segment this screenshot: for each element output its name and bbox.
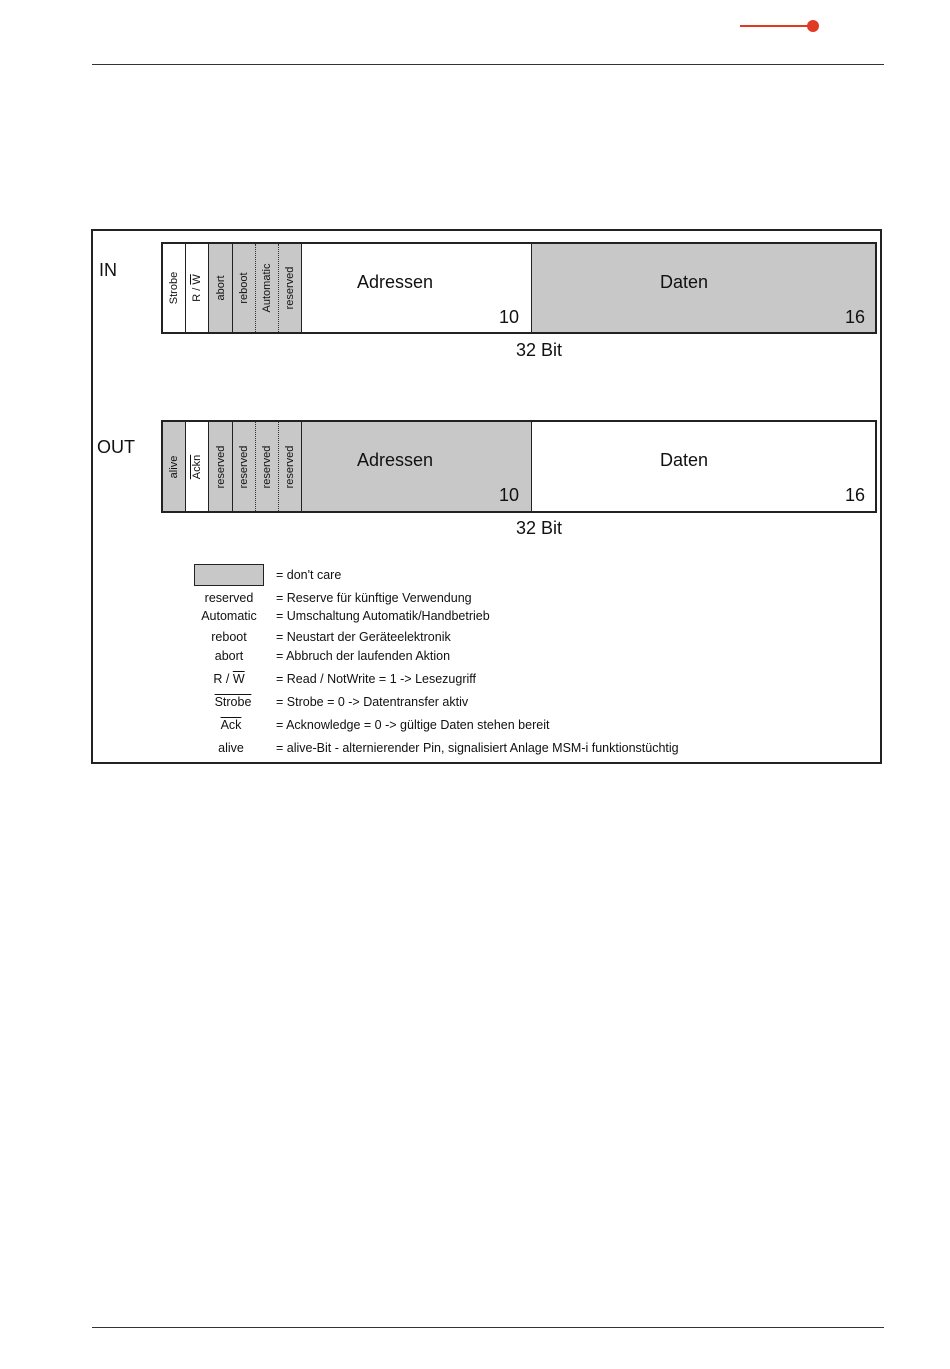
in-data-label: Daten xyxy=(660,272,709,292)
in-bit-rw-label: R / $\overline{W}$ xyxy=(191,274,203,302)
in-bit-reserved-label: reserved xyxy=(284,266,296,310)
in-bit-automatic-label: Automatic xyxy=(261,263,273,313)
legend-desc-dont-care: = don't care xyxy=(276,568,342,582)
in-bit-reserved xyxy=(279,244,302,332)
in-address-width: 10 xyxy=(498,307,519,327)
in-bit-rw xyxy=(186,244,209,332)
legend-desc-rw: = Read / NotWrite = 1 -> Lesezugriff xyxy=(276,672,476,686)
out-bit-reserved-4 xyxy=(279,422,302,511)
in-bit-abort-label: abort xyxy=(214,275,227,301)
in-address-label: Adressen xyxy=(357,272,434,292)
out-bit-ackn-label: Ackn xyxy=(191,454,203,479)
legend-term-ack: $\overline{Ack}$ xyxy=(220,718,242,732)
in-register xyxy=(161,242,877,334)
legend-term-alive: alive xyxy=(218,741,244,755)
out-address-label: Adressen xyxy=(357,450,434,470)
out-bit-reserved-2 xyxy=(233,422,256,511)
out-bit-reserved-3 xyxy=(256,422,279,511)
header-logo-dot xyxy=(807,20,819,32)
out-bit-reserved-3-label: reserved xyxy=(261,445,273,488)
out-bit-reserved-2-label: reserved xyxy=(238,445,250,488)
out-data-width: 16 xyxy=(844,485,865,505)
in-total-bits: 32 Bit xyxy=(516,340,563,360)
legend-desc-reserved: = Reserve für künftige Verwendung xyxy=(276,591,472,605)
legend-desc-abort: = Abbruch der laufenden Aktion xyxy=(276,649,451,663)
out-bit-alive xyxy=(163,422,186,511)
out-address-field xyxy=(302,422,532,511)
out-register xyxy=(161,420,877,513)
legend-term-strobe: Strobe xyxy=(214,695,252,709)
legend-dont-care-swatch xyxy=(194,564,264,586)
in-label: IN xyxy=(99,260,117,280)
out-label: OUT xyxy=(97,437,135,457)
legend-desc-reboot: = Neustart der Geräteelektronik xyxy=(276,630,451,644)
out-total-bits: 32 Bit xyxy=(516,518,563,538)
legend-desc-alive: = alive-Bit - alternierender Pin, signalisiert Anlage MSM-i funktionstüchtig xyxy=(276,741,679,755)
in-data-field xyxy=(532,244,875,332)
legend-term-rw: R / $\overline{W}$ xyxy=(213,672,245,686)
legend-term-reboot: reboot xyxy=(211,630,247,644)
in-bit-reboot-label: reboot xyxy=(238,272,250,304)
in-bit-automatic xyxy=(256,244,279,332)
out-bit-alive-label: alive xyxy=(168,455,180,478)
legend-desc-automatic: = Umschaltung Automatik/Handbetrieb xyxy=(276,609,490,623)
in-address-field xyxy=(302,244,532,332)
header-logo-line xyxy=(740,25,808,27)
out-address-width: 10 xyxy=(498,485,519,505)
out-data-label: Daten xyxy=(660,450,709,470)
out-bit-ackn xyxy=(186,422,209,511)
legend-desc-ack: = Acknowledge = 0 -> gültige Daten stehen bereit xyxy=(276,718,550,732)
in-bit-reboot xyxy=(233,244,256,332)
legend-desc-strobe: = Strobe = 0 -> Datentransfer aktiv xyxy=(276,695,469,709)
in-bit-abort xyxy=(209,244,233,332)
in-bit-strobe-label: Strobe xyxy=(168,271,180,305)
legend-term-abort: abort xyxy=(214,649,244,663)
out-bit-reserved-1-label: reserved xyxy=(214,445,227,488)
in-bit-strobe xyxy=(163,244,186,332)
footer-rule xyxy=(92,1327,884,1328)
out-bit-reserved-4-label: reserved xyxy=(284,445,296,488)
header-rule xyxy=(92,64,884,65)
legend-term-automatic: Automatic xyxy=(201,609,257,623)
legend-term-reserved: reserved xyxy=(204,591,254,605)
in-data-width: 16 xyxy=(844,307,865,327)
out-data-field xyxy=(532,422,875,511)
out-bit-reserved-1 xyxy=(209,422,233,511)
